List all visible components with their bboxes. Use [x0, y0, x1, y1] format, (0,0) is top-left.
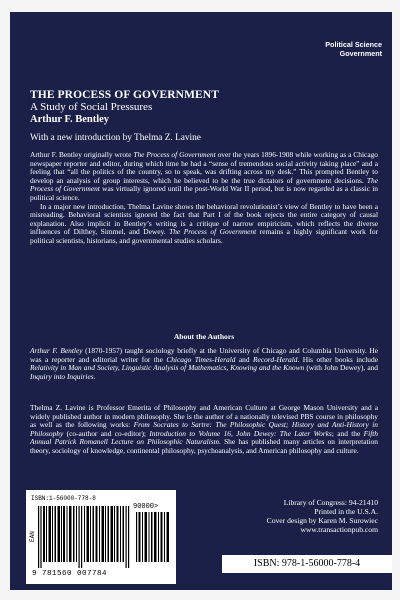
isbn13-label: ISBN: 978-1-56000-778-4: [222, 555, 392, 573]
book-author: Arthur F. Bentley: [30, 114, 110, 125]
category-label: [325, 40, 382, 58]
bio-paragraph: Thelma Z. Lavine is Professor Emerita of Philosophy and American Culture at George Mason University and a widely published author in modern philosophy. She is the author of a nationally televised PBS course in philosophy as well as the following works: From Socrates to Sartre: The Philosophic Quest; History and Anti-History in Philosophy (co-author and co-editor); Introduction to Volume 16, John Dewey: The Later Works; and the Fifth Annual Patrick Romanell Lecture on Philosophic Naturalism. She has published many articles on interpretation theory, sociology of knowledge, continental philosophy, psychoanalysis, and American philosophy and culture.: [30, 403, 379, 455]
addon-digits: 90000>: [133, 503, 159, 511]
description-paragraph: In a major new introduction, Thelma Lavine shows the behavioral revolutionist’s view of Bentley to have been a misreading. Behavioral scientists ignored the fact that Part I of the book rejects the entire category of causal explanation. Also implicit in Bentley’s writing is a critique of narrow empiricism, which reflects the diverse influences of Dilthey, Simmel, and Dewey. The Process of Government remains a highly significant work for political scientists, historians, and governmental studies scholars.: [30, 201, 378, 245]
bio-paragraph: Arthur F. Bentley (1870-1957) taught sociology briefly at the University of Chicago and Columbia University. He was a reporter and editorial writer for the Chicago Times-Herald and Record-Herald. His other books include Relativity in Man and Society, Linguistic Analysis of Mathematics, Knowing and the Known (with John Dewey), and Inquiry into Inquiries.: [30, 346, 378, 381]
ean-digits: 9 781560 007784: [32, 570, 108, 578]
introduction-credit: With a new introduction by Thelma Z. Lavine: [30, 133, 201, 143]
cover-design-credit: Cover design by Karen M. Surowiec: [266, 516, 378, 525]
publisher-website: www.transactionpub.com: [300, 525, 378, 534]
library-of-congress: Library of Congress: 94-21410: [283, 498, 378, 507]
description: [30, 151, 378, 246]
back-cover: [10, 12, 392, 590]
publication-info: [267, 498, 378, 534]
bio-bentley: [30, 347, 378, 381]
ean-label: EAN: [29, 531, 36, 542]
about-authors-heading: About the Authors: [173, 332, 235, 341]
barcode-panel: [26, 490, 176, 584]
description-paragraph: Arthur F. Bentley originally wrote The Process of Government over the years 1896-1908 while working as a Chicago newspaper reporter and editor, during which time he had a “sense of tremendous social activity taking place” and a feeling that “all the politics of the country, so to speak, was drifting across my desk.” This prompted Bentley to develop an analysis of group interests, which he believed to be the true dictators of government decisions. The Process of Government was virtually ignored until the post-World War II period, but is now regarded as a classic in political science.: [30, 150, 378, 202]
bio-lavine: [30, 404, 378, 456]
printed-in: Printed in the U.S.A.: [314, 507, 378, 516]
ean-barcode: [38, 506, 130, 568]
category-line: Government: [339, 49, 382, 58]
book-subtitle: A Study of Social Pressures: [30, 101, 153, 113]
book-title: THE PROCESS OF GOVERNMENT: [30, 89, 219, 101]
category-line: Political Science: [325, 40, 382, 49]
isbn10-label: ISBN:1-56000-778-8: [31, 495, 96, 502]
addon-barcode: [136, 512, 170, 562]
